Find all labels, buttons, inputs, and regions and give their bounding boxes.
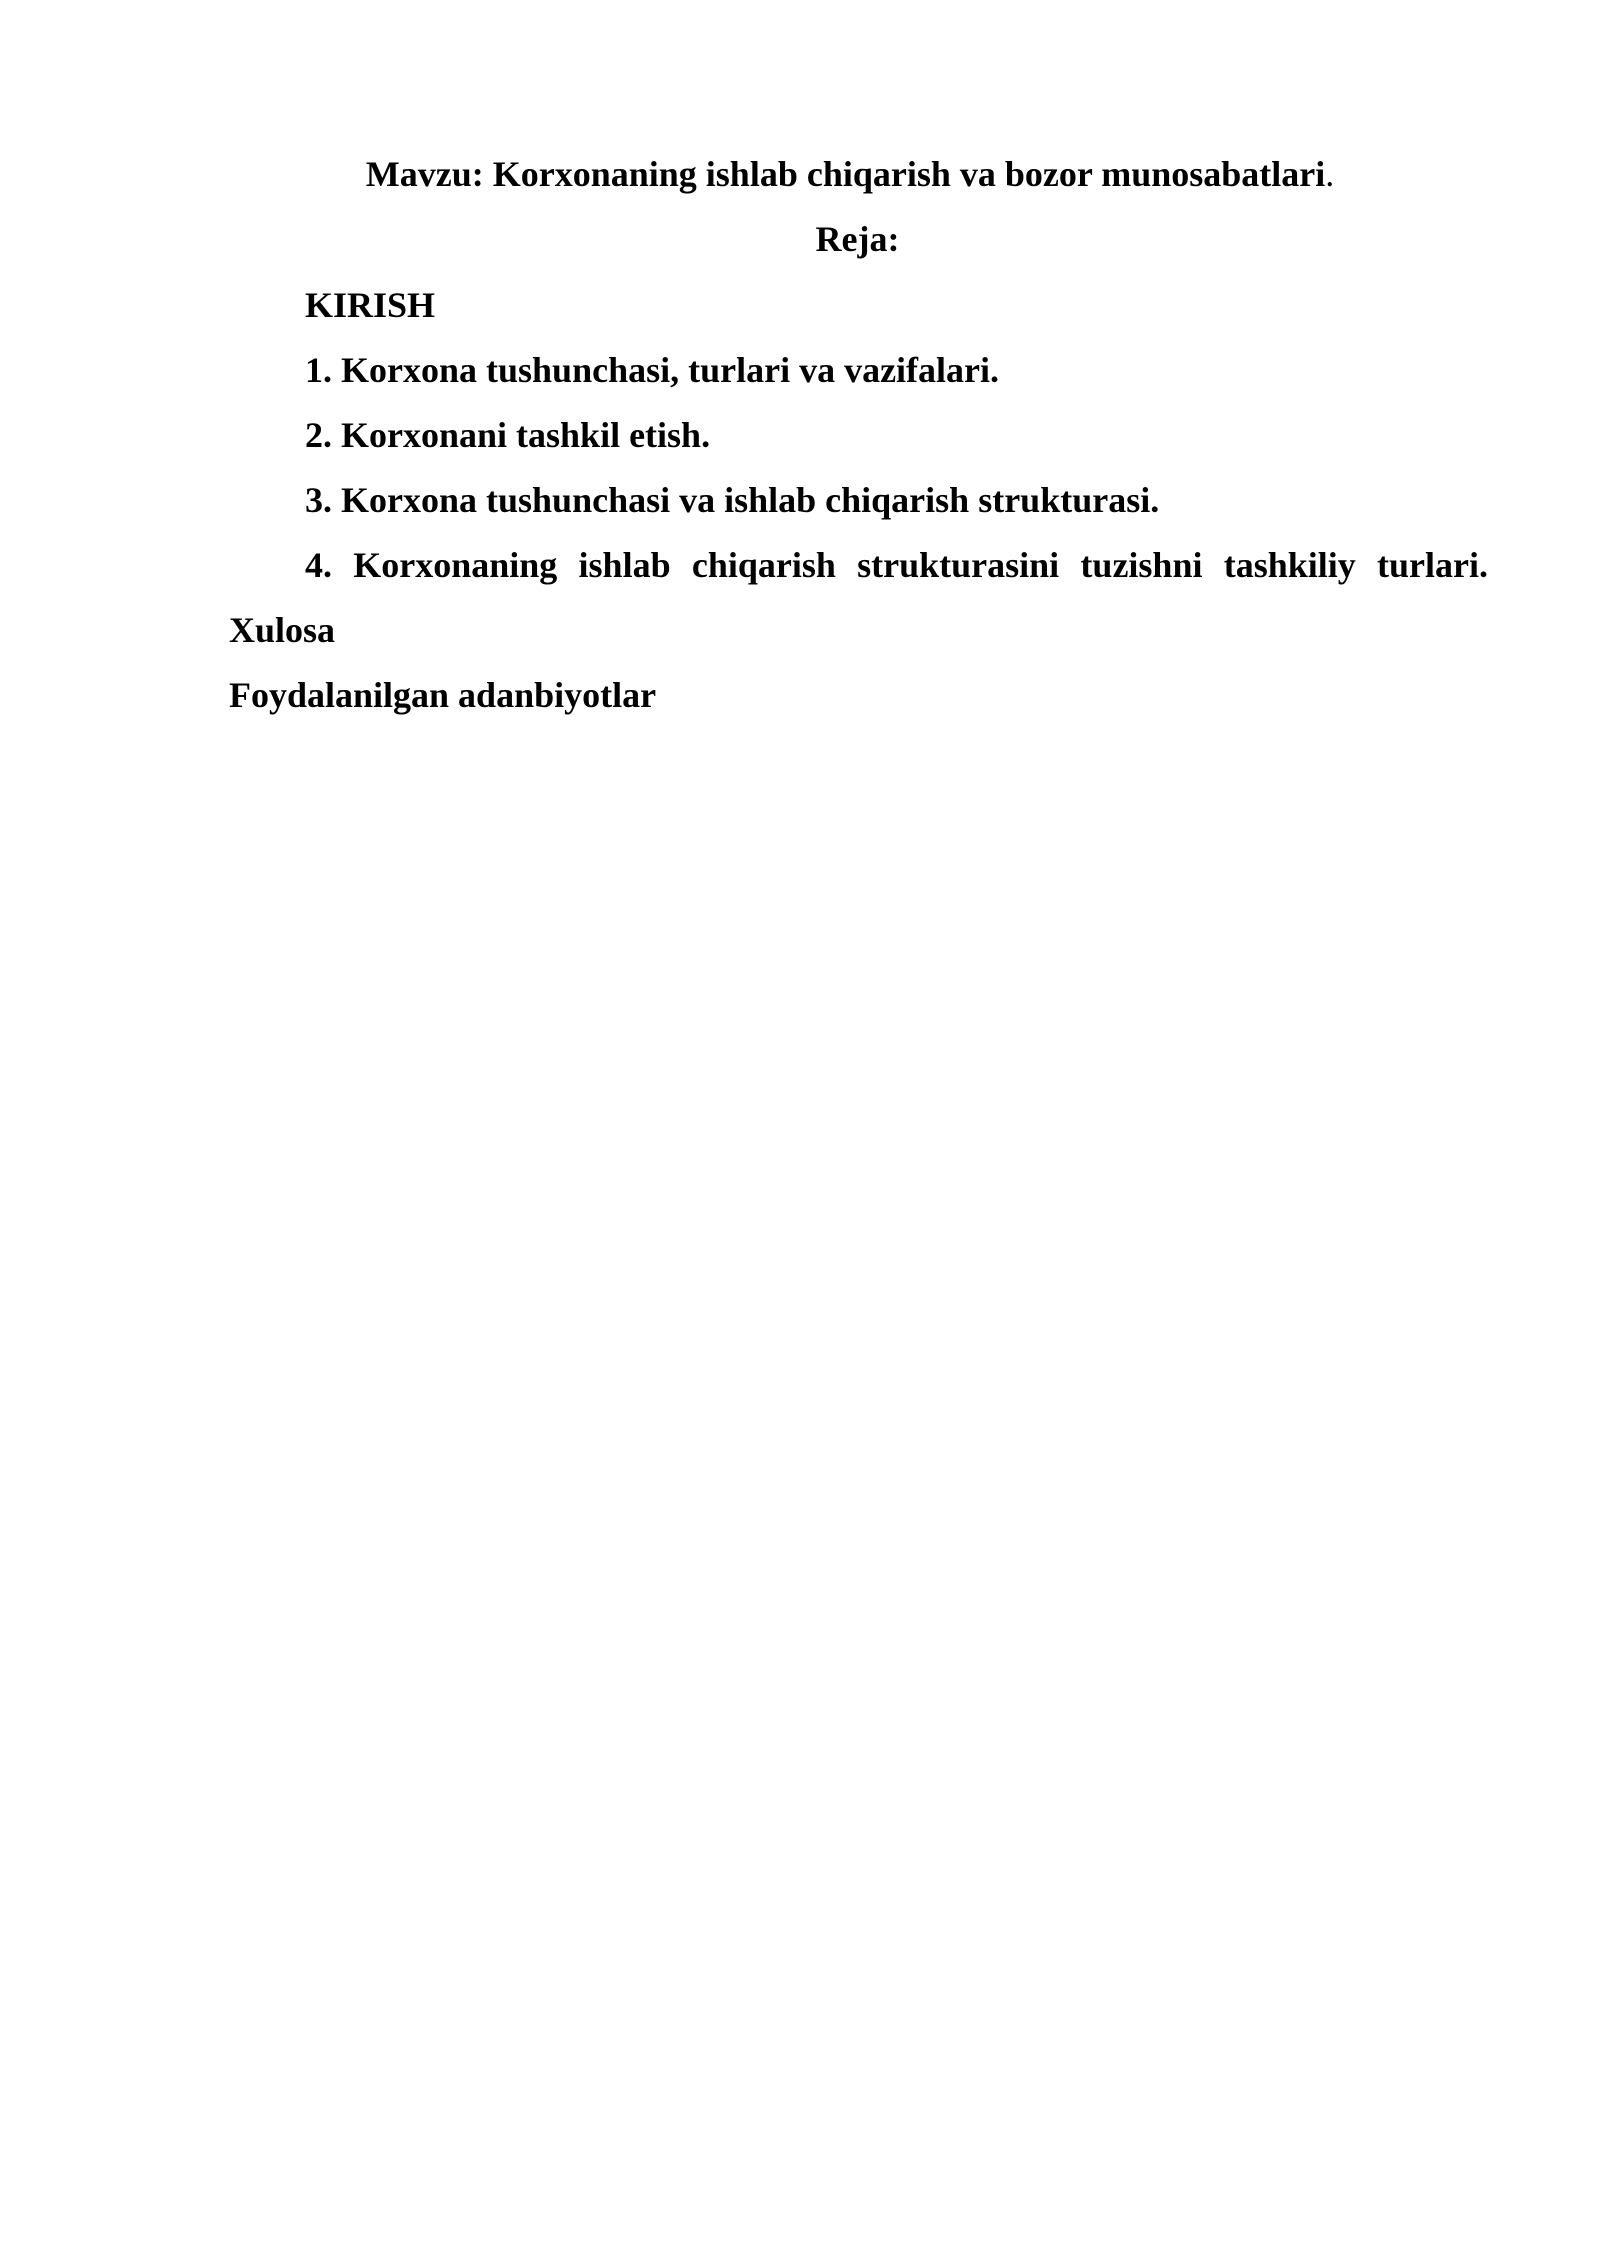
plan-item: 3. Korxona tushunchasi va ishlab chiqarish strukturasi. <box>305 480 1160 520</box>
title-text: Mavzu: Korxonaning ishlab chiqarish va bozor munosabatlari <box>365 154 1326 194</box>
plan-item: 2. Korxonani tashkil etish. <box>305 415 711 455</box>
title-period: . <box>1325 154 1335 194</box>
plan-item: 1. Korxona tushunchasi, turlari va vazifalari. <box>305 350 1000 390</box>
conclusion-heading: Xulosa <box>229 610 336 650</box>
plan-heading: Reja: <box>815 219 900 259</box>
document-title <box>0 152 1600 196</box>
plan-item: 4. Korxonaning ishlab chiqarish strukturasini tuzishni tashkiliy turlari. <box>305 545 1488 585</box>
intro-heading: KIRISH <box>305 285 436 325</box>
references-heading: Foydalanilgan adanbiyotlar <box>229 675 657 715</box>
